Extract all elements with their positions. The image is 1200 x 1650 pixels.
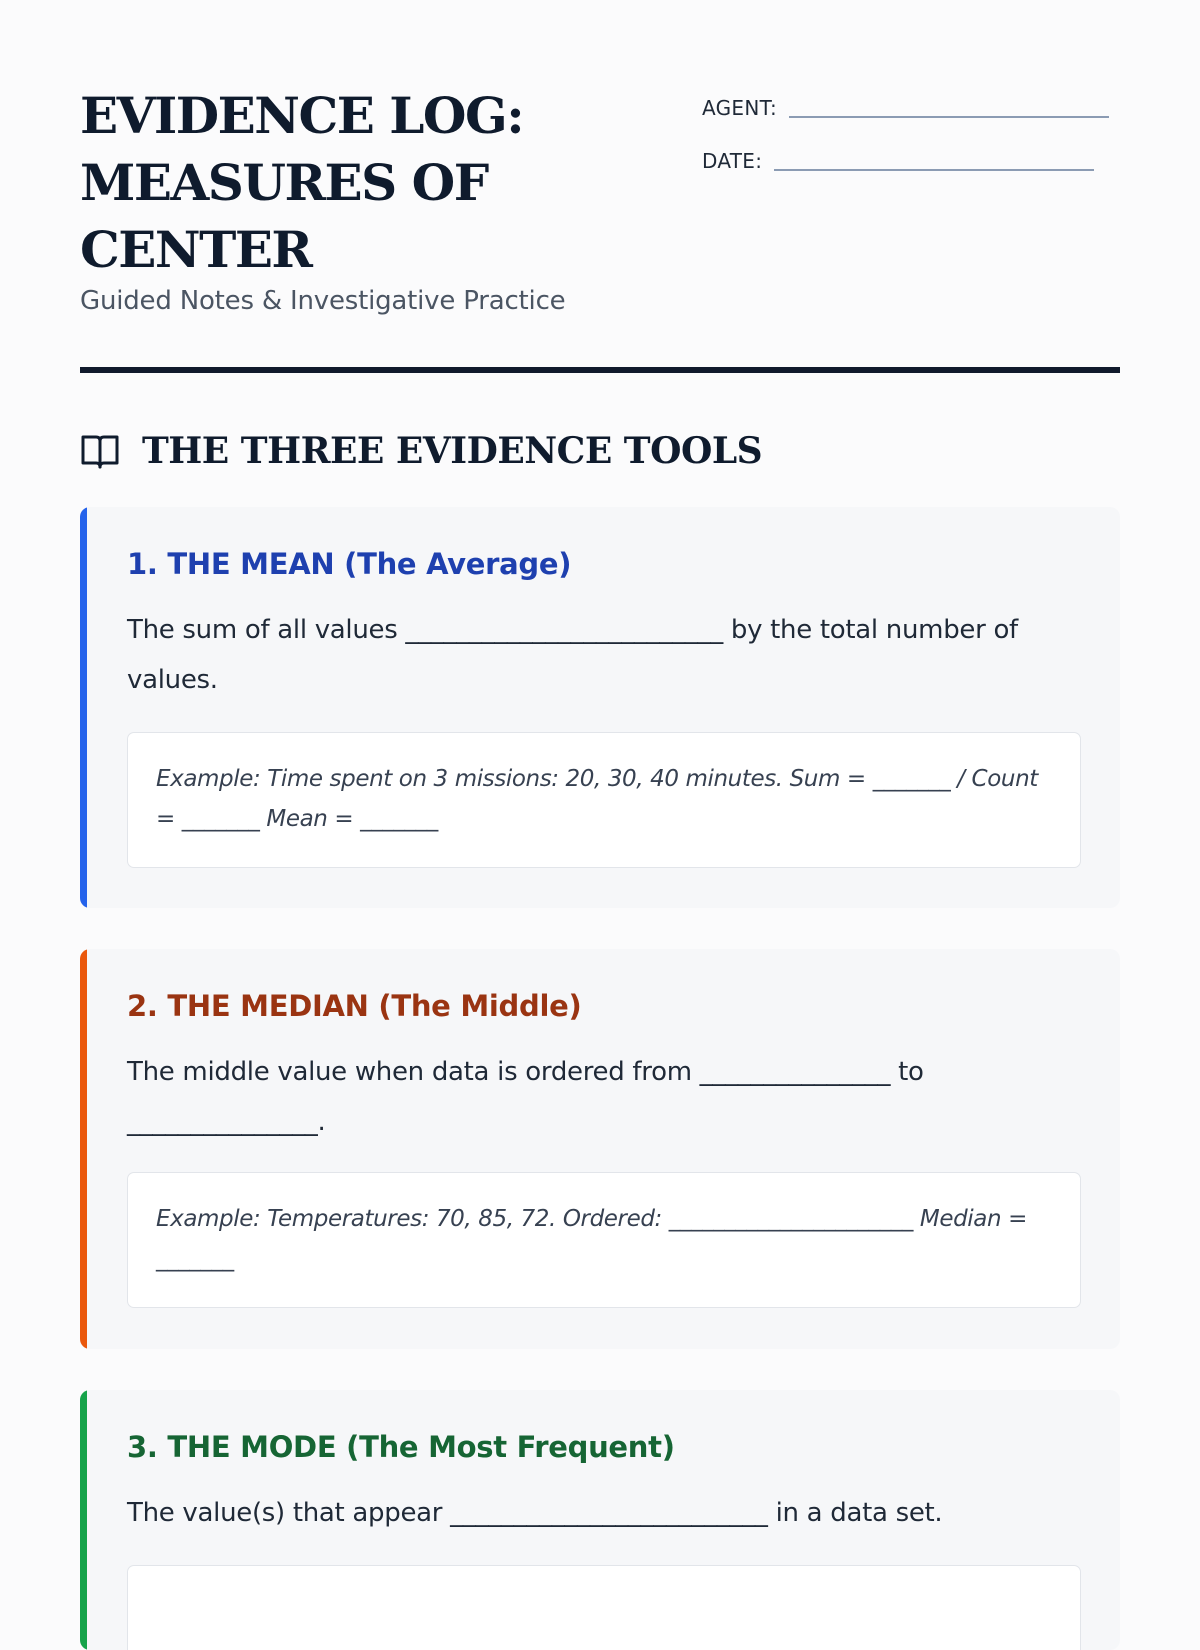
median-heading: 2. THE MEDIAN (The Middle): [127, 989, 582, 1023]
mean-heading: 1. THE MEAN (The Average): [127, 547, 572, 581]
mean-definition: The sum of all values _________________________ by the total number of values.: [127, 615, 1018, 695]
mode-definition: The value(s) that appear _________________________ in a data set.: [127, 1498, 943, 1528]
header-divider: [80, 367, 1120, 373]
median-definition: The middle value when data is ordered from _______________ to _______________.: [127, 1057, 924, 1137]
date-blank[interactable]: [774, 169, 1094, 171]
mode-heading: 3. THE MODE (The Most Frequent): [127, 1430, 675, 1464]
worksheet-page: [80, 0, 1120, 1600]
median-example-box: Example: Temperatures: 70, 85, 72. Ordered: ______________________ Median = _______: [127, 1172, 1081, 1308]
page-subtitle: Guided Notes & Investigative Practice: [80, 286, 566, 316]
agent-blank[interactable]: [789, 116, 1109, 118]
mean-accent-bar: [80, 507, 87, 908]
median-card: [80, 949, 1120, 1349]
section-header: [80, 430, 762, 472]
mode-example-box: [127, 1565, 1081, 1650]
student-info: [702, 86, 1120, 192]
date-label: DATE:: [702, 149, 763, 173]
page-title: EVIDENCE LOG: MEASURES OF CENTER: [80, 86, 524, 279]
book-icon: [80, 433, 120, 469]
mode-card: [80, 1390, 1120, 1650]
mean-example-box: Example: Time spent on 3 missions: 20, 30, 40 minutes. Sum = _______ / Count = _______ Mean = _______: [127, 732, 1081, 868]
date-row: [702, 139, 1120, 173]
agent-row: [702, 86, 1120, 120]
mean-card: [80, 507, 1120, 908]
section-title: THE THREE EVIDENCE TOOLS: [142, 430, 763, 472]
median-accent-bar: [80, 949, 87, 1349]
mode-accent-bar: [80, 1390, 87, 1650]
agent-label: AGENT:: [702, 96, 777, 120]
